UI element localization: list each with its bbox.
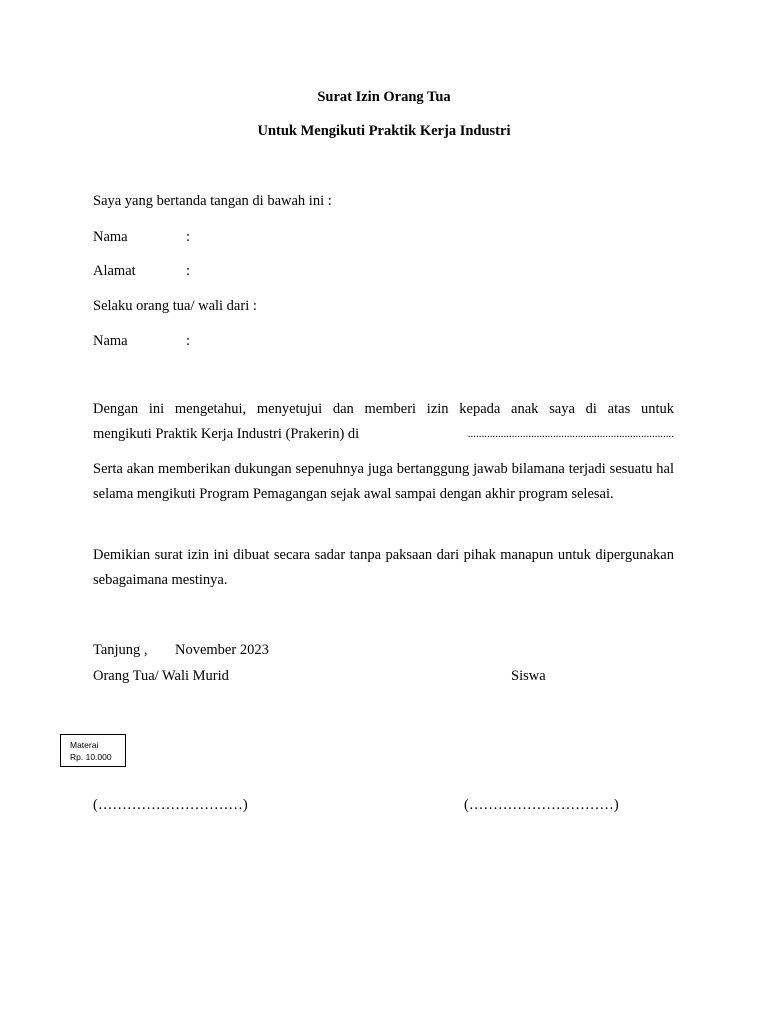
- paragraph-support: Serta akan memberikan dukungan sepenuhnya juga bertanggung jawab bilamana terjadi sesuatu hal selama mengikuti Program Pemagangan sejak awal sampai dengan akhir program selesai.: [93, 461, 674, 502]
- company-blank-dots: ...........................................................................: [467, 428, 674, 440]
- document-subtitle: Untuk Mengikuti Praktik Kerja Industri: [257, 123, 511, 139]
- signature-date: November 2023: [175, 642, 269, 658]
- parent-address-label: Alamat: [93, 263, 136, 279]
- intro-text: Saya yang bertanda tangan di bawah ini :: [93, 193, 332, 209]
- paragraph-closing: Demikian surat izin ini dibuat secara sadar tanpa paksaan dari pihak manapun untuk dipergunakan sebagaimana mestinya.: [93, 547, 674, 588]
- parent-signature-blank: (…………………………): [93, 797, 248, 813]
- parent-name-colon: :: [186, 229, 191, 245]
- parent-signature-label: Orang Tua/ Wali Murid: [93, 668, 229, 684]
- paragraph-consent: [93, 397, 674, 447]
- stamp-line2: Rp. 10.000: [70, 752, 112, 762]
- paragraph-consent-line2-text: mengikuti Praktik Kerja Industri (Prakerin) di: [93, 426, 360, 442]
- child-name-colon: :: [186, 333, 191, 349]
- paragraph-consent-line2: [93, 422, 674, 447]
- stamp-placeholder-box: [60, 734, 126, 767]
- paragraph-consent-line1: Dengan ini mengetahui, menyetujui dan memberi izin kepada anak saya di atas untuk: [93, 401, 674, 417]
- document-title: Surat Izin Orang Tua: [317, 89, 451, 105]
- student-signature-label: Siswa: [511, 668, 546, 684]
- child-name-label: Nama: [93, 333, 128, 349]
- child-intro-text: Selaku orang tua/ wali dari :: [93, 298, 257, 314]
- signature-place: Tanjung ,: [93, 642, 148, 658]
- stamp-line1: Materai: [70, 740, 99, 750]
- student-signature-blank: (…………………………): [464, 797, 619, 813]
- parent-name-label: Nama: [93, 229, 128, 245]
- parent-address-colon: :: [186, 263, 191, 279]
